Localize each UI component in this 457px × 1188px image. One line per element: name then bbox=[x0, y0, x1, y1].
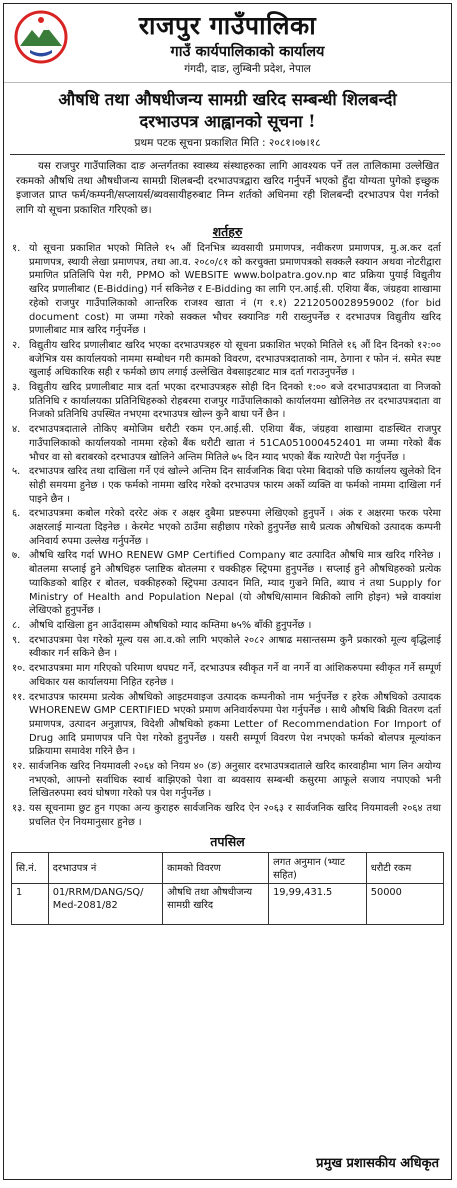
term-text: औषधि दाखिला हुन आउँदासम्म औषधिको म्याद कम्तिमा ७५% बाँकी हुनुपर्नेछ । bbox=[29, 619, 312, 631]
schedule-cell: 1 bbox=[12, 883, 49, 924]
schedule-cell: 19,99,431.5 bbox=[269, 883, 367, 924]
term-text: विद्युतीय खरिद प्रणालीबाट खरिद भएका दरभाउपत्रहरु यो सूचना प्रकाशित भएको मितिले १६ औं दिन दिनको १२:०० बजेभित्र यस कार्यालयको नाममा सम्बोधन गरी कामको विवरण, दरभाउपत्रदाताको नाम, ठेगाना र फोन नं. समेत स्पष्ट खुलाई अधिकारिक सही र फर्मको छाप लगाई उल्लेखित वेबसाइटबाट मात्र दर्ता गराउनुपर्नेछ । bbox=[29, 339, 441, 379]
term-item bbox=[12, 381, 441, 422]
term-number: १०. bbox=[12, 663, 26, 675]
term-item bbox=[12, 423, 441, 464]
term-text: औषधि खरिद गर्दा WHO RENEW GMP Certified Company बाट उत्पादित औषधि मात्र खरिद गरिनेछ । बोतलमा सप्लाई हुने औषधिहरु प्लाष्टिक बोतलमा र चक्कीहरु स्ट्रिपमा हुनुपर्नेछ । सप्लाई हुने औषधिहरुको प्रत्येक प्याकिङको बाहिर र बोतल, चक्कीहरुको स्ट्रिपमा उत्पादन मिति, म्याद गुज्रने मिति, ब्याच नं तथा Supply for Ministry of Health and Population Nepal (यो औषधि/सामान बिक्रीको लागि होइन) भन्ने वाक्यांश लेखिएको हुनुपर्नेछ । bbox=[29, 550, 441, 617]
term-number: २. bbox=[12, 339, 21, 351]
schedule-header-row bbox=[12, 852, 444, 883]
letterhead bbox=[4, 4, 451, 83]
notice-title-line2: दरभाउपत्र आह्वानको सूचना ! bbox=[139, 112, 316, 131]
notice-page bbox=[3, 3, 452, 1180]
office-name: गाउँ कार्यपालिकाको कार्यालय bbox=[170, 44, 325, 60]
schedule-table bbox=[11, 852, 444, 925]
term-item bbox=[12, 634, 441, 661]
notice-title bbox=[4, 83, 451, 133]
term-text: दरभाउपत्रमा माग गरिएको परिमाण थपघट गर्ने, दरभाउपत्र स्वीकृत गर्ने वा नगर्ने वा आंशिकरुपमा स्वीकृत गर्ने सम्पूर्ण अधिकार यस कार्यालयमा निहित रहनेछ । bbox=[29, 663, 441, 688]
term-item bbox=[12, 242, 441, 338]
term-number: ७. bbox=[12, 550, 21, 562]
signature-title: प्रमुख प्रशासकीय अधिकृत bbox=[316, 1156, 439, 1171]
term-item bbox=[12, 465, 441, 506]
term-number: १. bbox=[12, 243, 21, 254]
term-text: सार्वजनिक खरिद नियमावली २०६४ को नियम ४० (ङ) अनुसार दरभाउपत्रदाताले खरिद कारवाहीमा भाग लिन अयोग्य नभएको, आफ्नो सर्वाधिक स्वार्थ बाझिएको पेशा वा ब्यवसाय सम्बन्धी कसुरमा आफूले सजाय नपाएको भनी लिखितरुपमा स्वयं घोषणा गरेको पत्र पेश गर्नुपर्नेछ । bbox=[29, 761, 441, 800]
term-item bbox=[12, 339, 441, 380]
office-address: गंगदी, दाङ, लुम्बिनी प्रदेश, नेपाल bbox=[184, 63, 311, 75]
intro-paragraph: यस राजपुर गाउँपालिका दाङ अन्तर्गतका स्वास्थ्य संस्थाहरुका लागि आवश्यक पर्ने तल तालिकामा उल्लेखित रकमको औषधि तथा औषधीजन्य सामग्री शिलबन्दी दरभाउपत्रद्वारा खरिद गर्नुपर्ने भएको हुँदा योग्यता पुगेको इच्छुक इजाजत प्राप्त फर्म/कम्पनी/सप्लायर्स/ब्यवसायीहरुबाट निम्न शर्तको अधिनमा रही शिलबन्दी दरभाउपत्र पेश गर्नको लागि यो सूचना प्रकाशित गरिएको छ। bbox=[16, 161, 439, 216]
publish-date: प्रथम पटक सूचना प्रकाशित मिति : २०८१।०७।१८ bbox=[134, 137, 321, 149]
term-text: दरभाउपत्र खरिद तथा दाखिला गर्ने एवं खोल्ने अन्तिम दिन सार्वजनिक बिदा परेमा बिदाको पछि कार्यालय खुलेको दिन सोही समयमा हुनेछ । एक फर्मको नाममा खरिद गरेको दरभाउपत्र फारम अर्को व्यक्ति वा फर्मको नाममा दाखिला गर्न पाइने छैन । bbox=[29, 466, 441, 505]
terms-heading: शर्तहरु bbox=[212, 224, 243, 239]
schedule-header-cell: कामको विवरण bbox=[163, 852, 269, 883]
table-row bbox=[12, 883, 444, 924]
term-number: ३. bbox=[12, 382, 21, 394]
term-number: ११. bbox=[12, 691, 26, 703]
schedule-header-cell: लगत अनुमान (भ्याट सहित) bbox=[269, 852, 367, 883]
schedule-cell: 01/RRM/DANG/SQ/ Med-2081/82 bbox=[48, 883, 162, 924]
schedule-header-cell: सि.नं. bbox=[12, 852, 49, 883]
term-item bbox=[12, 760, 441, 801]
schedule-cell: औषधि तथा औषधीजन्य सामग्री खरिद bbox=[163, 883, 269, 924]
notice-title-line1: औषधि तथा औषधीजन्य सामग्री खरिद सम्बन्धी शिलबन्दी bbox=[58, 90, 397, 109]
term-number: ४. bbox=[12, 424, 21, 436]
term-text: यो सूचना प्रकाशित भएको मितिले १५ औं दिनभित्र ब्यवसायी प्रमाणपत्र, नवीकरण प्रमाणपत्र, मु.अ.कर दर्ता प्रमाणपत्र, स्थायी लेखा प्रमाणपत्र, तथा आ.व. २०८०/८१ को करचुक्ता प्रमाणपत्रको सक्कलै स्क्यान अथवा नोटरीद्वारा प्रमाणित प्रतिलिपि पेश गरी, PPMO को WEBSITE www.bolpatra.gov.np बाट प्रक्रिया पुयाई विद्युतीय खरिद प्रणालीबाट (E-Bidding) गर्न सकिनेछ र E-Bidding का लागि एन.आई.सी. एशिया बैंक, जंग्रहवा शाखामा रहेको राजपुर गाउँपालिकाको आन्तरिक राजश्व खाता नं (ग १.१) 221205002895900​2 (for bid document cost) मा जम्मा गरेको सक्कल भौचर स्क्यानिङ गरी राख्नुपर्नेछ र दरभाउपत्र विद्युतीय खरिद प्रणालीबाट मात्र खरिद गर्नुपर्नेछ । bbox=[29, 243, 441, 337]
schedule-header-cell: धरौटी रकम bbox=[366, 852, 443, 883]
schedule-heading: तपसिल bbox=[210, 833, 245, 849]
term-text: दरभाउपत्रदाताले तोकिए बमोजिम धरौटी रकम एन.आई.सी. एशिया बैंक, जंग्रहवा शाखामा दाङस्थित राजपुर गाउँपालिकाको कार्यालयको नाममा रहेको बैंक धरौटी खाता नं 51CA05100045240​1 मा जम्मा गरेको बैंक भौचर वा सो बराबरको दरभाउपत्र खोलिने अन्तिम मितिले ७५ दिन म्याद भएको बैंक ग्यारेण्टी पेश गर्नुपर्नेछ । bbox=[29, 424, 441, 463]
term-text: दरभाउपत्रमा पेश गरेको मूल्य यस आ.व.को लागि भएकोले २०८२ आषाढ मसान्तसम्म कुनै प्रकारको मूल्य बृद्धिलाई स्वीकार गर्न सकिने छैन । bbox=[29, 634, 441, 660]
term-item bbox=[12, 549, 441, 618]
term-text: दरभाउपत्र फारममा प्रत्येक औषधिको आइटमवाइज उत्पादक कम्पनीको नाम भर्नुपर्नेछ र हरेक औषधिको उत्पादक WHORENEW GMP CERTIFIED भएको प्रमाण अनिवार्यरुपमा पेश गर्नुपर्नेछ । साथै औषधि बिक्री वितरण दर्ता प्रमाणपत्र, उत्पादन अनुज्ञापत्र, विदेशी औषधिको हकमा Letter of Recommendation For Import of Drug आदि प्रमाणपत्र पनि पेश गरेको हुनुपर्नेछ । यसरी सम्पूर्ण विवरण पेश नभएको फर्मको बोलपत्र मूल्यांकन प्रक्रियामा समावेश गरिने छैन । bbox=[29, 691, 441, 758]
term-item bbox=[12, 619, 441, 633]
schedule-header-cell: दरभाउपत्र नं bbox=[48, 852, 162, 883]
terms-list bbox=[4, 242, 451, 830]
term-number: १३. bbox=[12, 803, 26, 815]
schedule-cell: 50000 bbox=[366, 883, 443, 924]
term-item bbox=[12, 691, 441, 760]
term-text: यस सूचनामा छुट हुन गएका अन्य कुराहरु सार्वजनिक खरिद ऐन २०६३ र सार्वजनिक खरिद नियमावली २०६४ तथा प्रचलित ऐन नियमानुसार हुनेछ । bbox=[29, 803, 441, 828]
term-item bbox=[12, 802, 441, 829]
term-number: १२. bbox=[12, 761, 26, 773]
municipality-name: राजपुर गाउँपालिका bbox=[138, 11, 317, 40]
term-number: ५. bbox=[12, 466, 21, 478]
term-number: ६. bbox=[12, 508, 21, 520]
term-text: विद्युतीय खरिद प्रणालीबाट मात्र दर्ता भएका दरभाउपत्रहरु सोही दिन दिनको १:०० बजे दरभाउपत्रदाता वा निजको प्रतिनिधि र कार्यालयका प्रतिनिधिहरुको रोहबरमा राजपुर गाउँपालिकाको कार्यालयमा खोलिनेछ तर दरभाउपत्रदाता वा निजको प्रतिनिधि उपस्थित नभएमा दरभाउपत्र खोल्न कुनै बाधा पर्ने छैन । bbox=[29, 382, 441, 421]
term-item bbox=[12, 662, 441, 689]
term-number: ८. bbox=[12, 619, 21, 631]
term-number: ९. bbox=[12, 634, 21, 646]
term-item bbox=[12, 507, 441, 548]
term-text: दरभाउपत्रमा कबोल गरेको दररेट अंक र अक्षर दुबैमा प्रष्टरुपमा लेखिएको हुनुपर्ने । अंक र अक्षरमा फरक परेमा अक्षरलाई मान्यता दिइनेछ । केरमेट भएको ठाउँमा सहीछाप गरेको हुनुपर्नेछ साथै प्रत्यक औषधिको उत्पादक कम्पनी अनिवार्य रुपमा उल्लेख गर्नुपर्नेछ । bbox=[29, 508, 441, 547]
